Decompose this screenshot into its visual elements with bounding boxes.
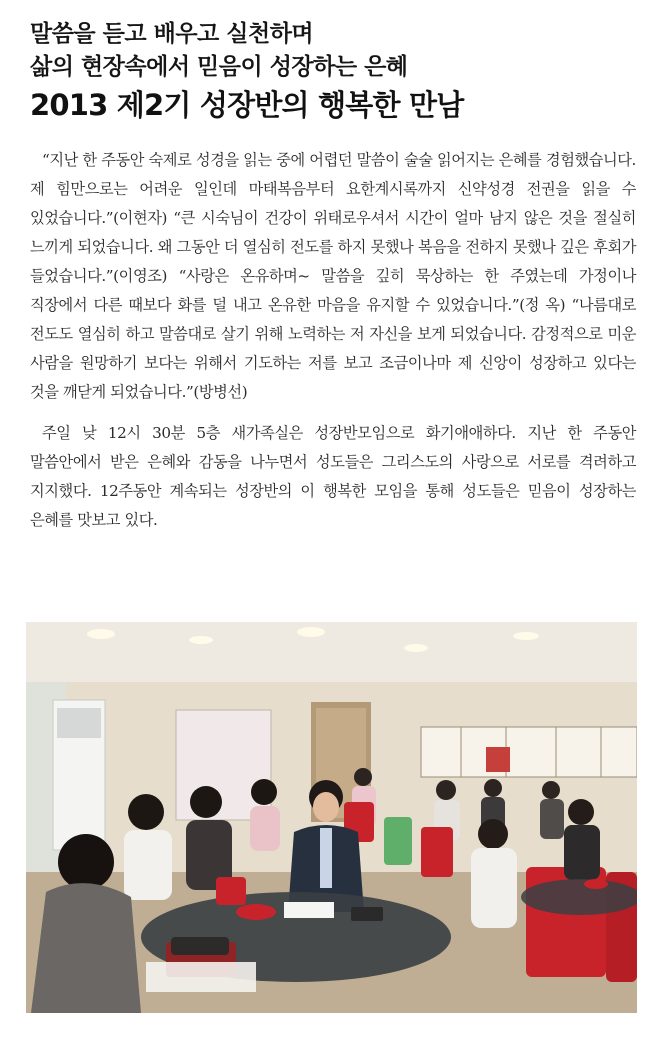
subtitle-line-1: 말씀을 듣고 배우고 실천하며 <box>30 21 314 47</box>
headline <box>30 18 640 126</box>
meeting-photo-illustration <box>26 622 637 1013</box>
article-title: 2013 제2기 성장반의 행복한 만남 <box>30 88 464 122</box>
subtitle-line-2: 삶의 현장속에서 믿음이 성장하는 은혜 <box>30 54 408 80</box>
article-body <box>30 146 636 535</box>
paragraph-meeting: 주일 낮 12시 30분 5층 새가족실은 성장반모임으로 화기애애하다. 지난 한 주동안 말씀안에서 받은 은혜와 감동을 나누면서 성도들은 그리스도의 사랑으로 서로를 격려하고 지지했다. 12주동안 계속되는 성장반의 이 행복한 모임을 통해 성도들은 믿음이 성장하는 은혜를 맛보고 있다. <box>30 424 636 529</box>
meeting-photo <box>26 622 637 1013</box>
paragraph-testimonies: “지난 한 주동안 숙제로 성경을 읽는 중에 어렵던 말씀이 술술 읽어지는 은혜를 경험했습니다. 제 힘만으로는 어려운 일인데 마태복음부터 요한계시록까지 신약성경 전권을 읽을 수 있었습니다.”(이현자) “큰 시숙님이 건강이 위태로우셔서 시간이 얼마 남지 않은 것을 절실히 느끼게 되었습니다. 왜 그동안 더 열심히 전도를 하지 못했나 복음을 전하지 못했나 깊은 후회가 들었습니다.”(이영조) “사랑은 온유하며~ 말씀을 깊히 묵상하는 한 주였는데 가정이나 직장에서 다른 때보다 화를 덜 내고 온유한 마음을 유지할 수 있었습니다.”(정 옥) “나름대로 전도도 열심히 하고 말씀대로 살기 위해 노력하는 저 자신을 보게 되었습니다. 감정적으로 미운 사람을 원망하기 보다는 위해서 기도하는 저를 보고 조금이나마 제 신앙이 성장하고 있다는 것을 깨닫게 되었습니다.”(방병선) <box>30 151 636 401</box>
